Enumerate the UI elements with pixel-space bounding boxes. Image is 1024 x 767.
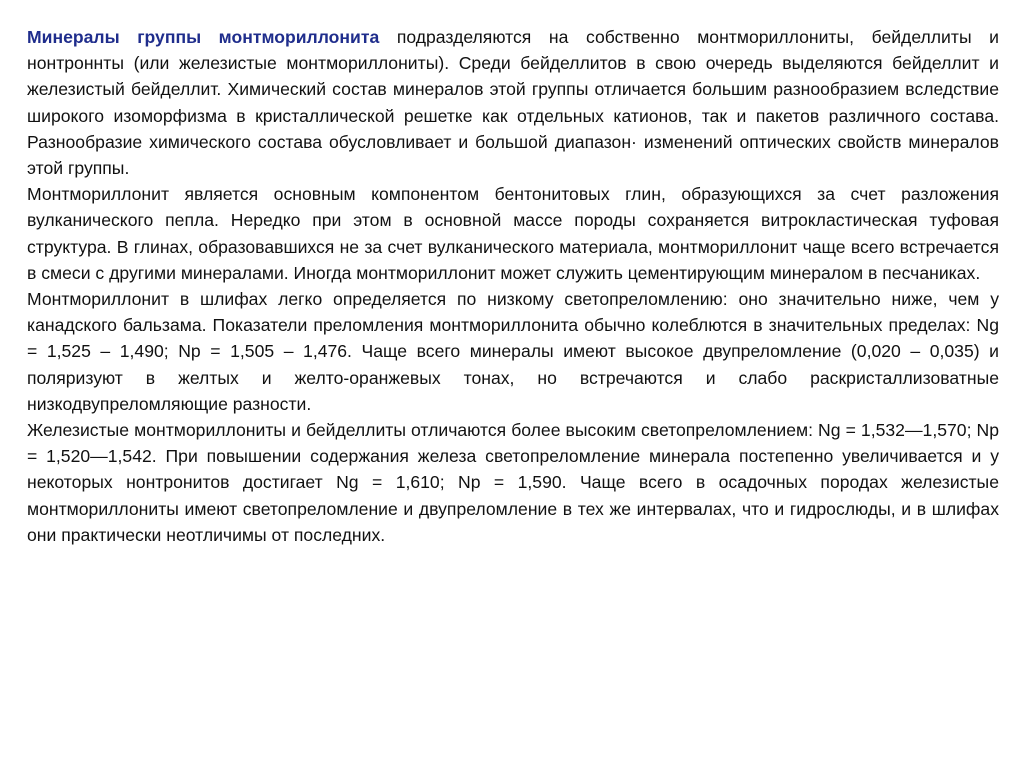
text-block (27, 24, 999, 548)
paragraph-1-text: подразделяются на собственно монтмориллониты, бейделлиты и нонтроннты (или железистые монтмориллониты). Среди бейделлитов в свою очередь выделяются бейделлит и железистый бейделлит. Химический состав минералов этой группы отличается большим разнообразием вследствие широкого изоморфизма в кристаллической решетке как отдельных катионов, так и пакетов различного состава. Разнообразие химического состава обусловливает и большой диапазон· изменений оптических свойств минералов этой группы. (27, 27, 999, 179)
paragraph-4: Железистые монтмориллониты и бейделлиты отличаются более высоким светопреломлением: Ng = 1,532—1,570; Np = 1,520—1,542. При повышении содержания железа светопреломление минерала постепенно увеличивается и у некоторых нонтронитов достигает Ng = 1,610; Np = 1,590. Чаще всего в осадочных породах железистые монтмориллониты имеют светопреломление и двупреломление в тех же интервалах, что и гидрослюды, и в шлифах они практически неотличимы от последних. (27, 420, 999, 545)
paragraph-1 (27, 24, 999, 181)
paragraph-2: Монтмориллонит является основным компонентом бентонитовых глин, образующихся за счет разложения вулканического пепла. Нередко при этом в основной массе породы сохраняется витрокластическая туфовая структура. В глинах, образовавшихся не за счет вулканического материала, монтмориллонит чаще всего встречается в смеси с другими минералами. Иногда монтмориллонит может служить цементирующим минералом в песчаниках. (27, 184, 999, 283)
highlighted-term: Минералы группы монтмориллонита (27, 27, 380, 47)
paragraph-3: Монтмориллонит в шлифах легко определяется по низкому светопреломлению: оно значительно ниже, чем у канадского бальзама. Показатели преломления монтмориллонита обычно колеблются в значительных пределах: Ng = 1,525 – 1,490; Np = 1,505 – 1,476. Чаще всего минералы имеют высокое двупреломление (0,020 – 0,035) и поляризуют в желтых и желто-оранжевых тонах, но встречаются и слабо раскристаллизоватные низкодвупреломляющие разности. (27, 289, 999, 414)
